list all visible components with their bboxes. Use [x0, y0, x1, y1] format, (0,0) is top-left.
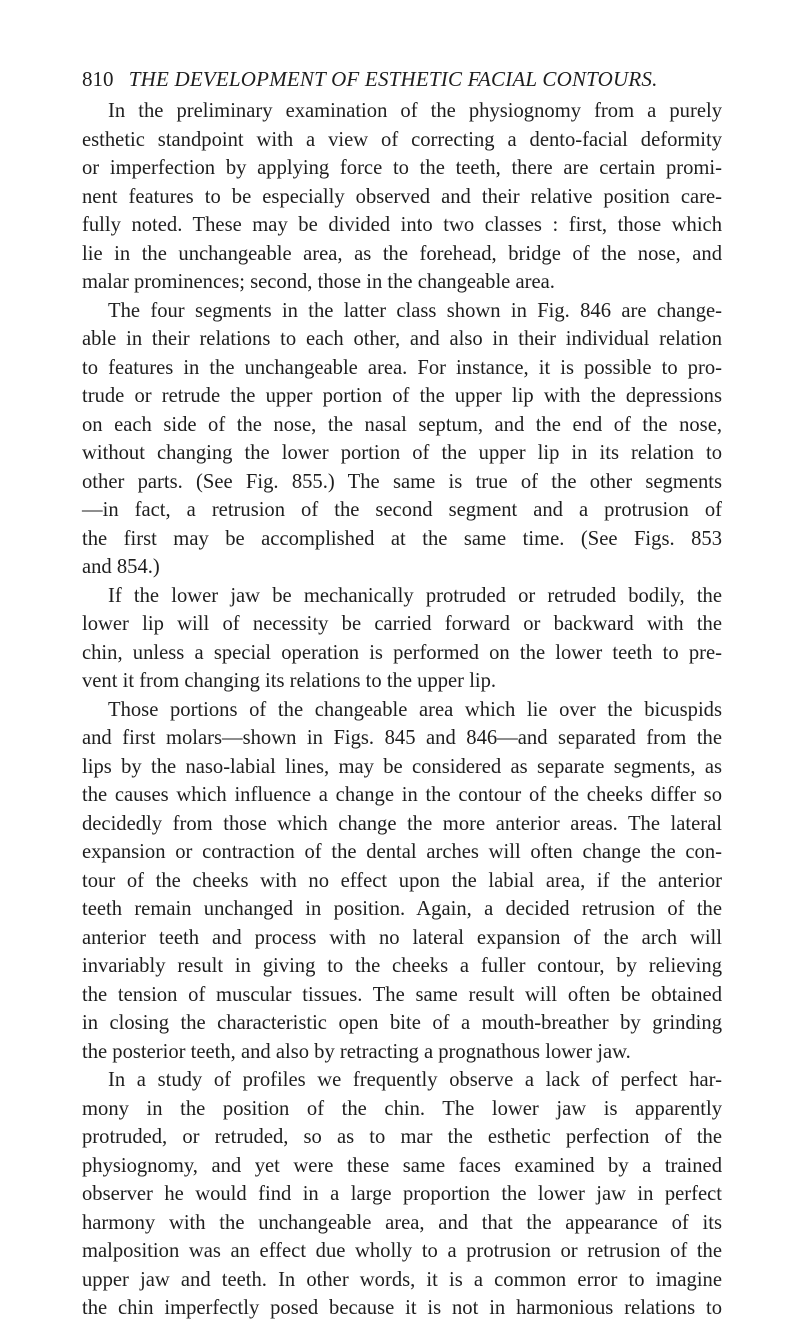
- text-line: anterior teeth and process with no lateral expansion of the arch will: [82, 926, 722, 949]
- text-line: other parts. (See Fig. 855.) The same is true of the other segments: [82, 470, 722, 493]
- text-line: protruded, or retruded, so as to mar the esthetic perfection of the: [82, 1126, 722, 1148]
- page-number: 810: [82, 67, 114, 91]
- text-line: without changing the lower portion of the upper lip in its relation to: [82, 442, 722, 464]
- text-line: lie in the unchangeable area, as the forehead, bridge of the nose, and: [82, 242, 722, 265]
- running-title: THE DEVELOPMENT OF ESTHETIC FACIAL CONTOURS.: [128, 67, 658, 91]
- text-line: upper jaw and teeth. In other words, it is a common error to imagine: [82, 1268, 722, 1291]
- text-line: in closing the characteristic open bite of a mouth-breather by grinding: [82, 1012, 722, 1034]
- text-line: harmony with the unchangeable area, and that the appearance of its: [82, 1211, 722, 1234]
- text-line: fully noted. These may be divided into two classes : first, those which: [82, 214, 722, 236]
- text-line: malposition was an effect due wholly to a protrusion or retrusion of the: [82, 1240, 722, 1262]
- text-line: nent features to be especially observed and their relative position care-: [82, 185, 722, 208]
- text-line: on each side of the nose, the nasal septum, and the end of the nose,: [82, 413, 722, 436]
- text-line: In a study of profiles we frequently observe a lack of perfect har-: [108, 1069, 722, 1091]
- text-line: mony in the position of the chin. The lower jaw is apparently: [82, 1097, 722, 1120]
- text-line: —in fact, a retrusion of the second segment and a protrusion of: [82, 499, 722, 521]
- text-line: and 854.): [82, 556, 160, 578]
- text-line: decidedly from those which change the more anterior areas. The lateral: [82, 812, 722, 835]
- text-line: vent it from changing its relations to the upper lip.: [82, 670, 497, 692]
- text-line: the posterior teeth, and also by retracting a prognathous lower jaw.: [82, 1040, 631, 1063]
- text-line: malar prominences; second, those in the changeable area.: [82, 271, 555, 293]
- text-line: In the preliminary examination of the physiognomy from a purely: [108, 100, 722, 122]
- running-head: [82, 64, 722, 94]
- text-line: invariably result in giving to the cheeks a fuller contour, by relieving: [82, 955, 722, 977]
- text-line: chin, unless a special operation is performed on the lower teeth to pre-: [82, 641, 722, 664]
- text-line: the first may be accomplished at the same time. (See Figs. 853: [82, 527, 722, 550]
- text-line: tour of the cheeks with no effect upon the labial area, if the anterior: [82, 869, 722, 892]
- text-line: lower lip will of necessity be carried forward or backward with the: [82, 613, 722, 635]
- text-line: Those portions of the changeable area which lie over the bicuspids: [108, 698, 722, 721]
- text-line: the chin imperfectly posed because it is not in harmonious relations to: [82, 1297, 722, 1319]
- body-text: [82, 97, 722, 1323]
- text-line: and first molars—shown in Figs. 845 and 846—and separated from the: [82, 727, 722, 749]
- text-line: If the lower jaw be mechanically protruded or retruded bodily, the: [108, 584, 722, 607]
- text-line: to features in the unchangeable area. For instance, it is possible to pro-: [82, 356, 722, 379]
- text-line: observer he would find in a large proportion the lower jaw in perfect: [82, 1183, 722, 1205]
- text-line: or imperfection by applying force to the teeth, there are certain promi-: [82, 157, 722, 179]
- text-line: trude or retrude the upper portion of the upper lip with the depressions: [82, 385, 722, 407]
- text-line: able in their relations to each other, and also in their individual relation: [82, 328, 722, 350]
- text-line: the tension of muscular tissues. The same result will often be obtained: [82, 983, 722, 1006]
- text-line: physiognomy, and yet were these same faces examined by a trained: [82, 1154, 722, 1177]
- text-line: the causes which influence a change in the contour of the cheeks differ so: [82, 784, 722, 806]
- text-line: The four segments in the latter class shown in Fig. 846 are change-: [108, 299, 722, 322]
- text-line: esthetic standpoint with a view of correcting a dento-facial deformity: [82, 128, 722, 151]
- text-line: teeth remain unchanged in position. Again, a decided retrusion of the: [82, 898, 722, 920]
- text-line: lips by the naso-labial lines, may be considered as separate segments, as: [82, 755, 722, 778]
- text-line: expansion or contraction of the dental arches will often change the con-: [82, 841, 722, 863]
